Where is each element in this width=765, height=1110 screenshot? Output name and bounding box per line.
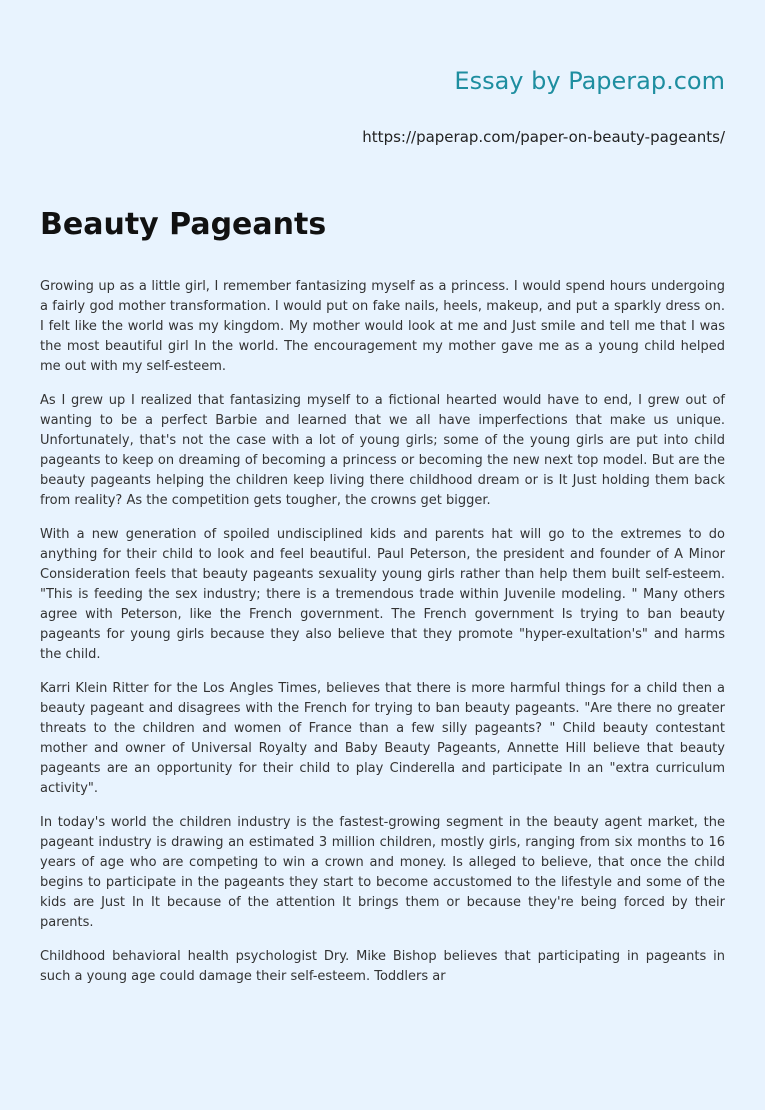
essay-title: Beauty Pageants	[40, 207, 327, 242]
source-url[interactable]: https://paperap.com/paper-on-beauty-pageants/	[362, 128, 725, 146]
essay-body	[40, 277, 725, 1001]
essay-paragraph: As I grew up I realized that fantasizing myself to a fictional hearted would have to end, I grew out of wanting to be a perfect Barbie and learned that we all have imperfections that make us unique. Unfortunately, that's not the case with a lot of young girls; some of the young girls are put into child pageants to keep on dreaming of becoming a princess or becoming the new next top model. But are the beauty pageants helping the children keep living there childhood dream or is It Just holding them back from reality? As the competition gets tougher, the crowns get bigger.	[40, 393, 725, 508]
essay-paragraph: With a new generation of spoiled undisciplined kids and parents hat will go to the extremes to do anything for their child to look and feel beautiful. Paul Peterson, the president and founder of A Minor Consideration feels that beauty pageants sexuality young girls rather than help them built self-esteem. "This is feeding the sex industry; there is a tremendous trade within Juvenile modeling. " Many others agree with Peterson, like the French government. The French government Is trying to ban beauty pageants for young girls because they also believe that they promote "hyper-exultation's" and harms the child.	[40, 527, 725, 662]
site-brand[interactable]: Essay by Paperap.com	[454, 67, 725, 95]
essay-paragraph: Childhood behavioral health psychologist Dry. Mike Bishop believes that participating in pageants in such a young age could damage their self-esteem. Toddlers ar	[40, 949, 725, 984]
essay-paragraph: Growing up as a little girl, I remember fantasizing myself as a princess. I would spend hours undergoing a fairly god mother transformation. I would put on fake nails, heels, makeup, and put a sparkly dress on. I felt like the world was my kingdom. My mother would look at me and Just smile and tell me that I was the most beautiful girl In the world. The encouragement my mother gave me as a young child helped me out with my self-esteem.	[40, 279, 725, 374]
essay-paragraph: Karri Klein Ritter for the Los Angles Times, believes that there is more harmful things for a child then a beauty pageant and disagrees with the French for trying to ban beauty pageants. "Are there no greater threats to the children and women of France than a few silly pageants? " Child beauty contestant mother and owner of Universal Royalty and Baby Beauty Pageants, Annette Hill believe that beauty pageants are an opportunity for their child to play Cinderella and participate In an "extra curriculum activity".	[40, 681, 725, 796]
essay-paragraph: In today's world the children industry is the fastest-growing segment in the beauty agent market, the pageant industry is drawing an estimated 3 million children, mostly girls, ranging from six months to 16 years of age who are competing to win a crown and money. Is alleged to believe, that once the child begins to participate in the pageants they start to become accustomed to the lifestyle and some of the kids are Just In It because of the attention It brings them or because they're being forced by their parents.	[40, 815, 725, 930]
